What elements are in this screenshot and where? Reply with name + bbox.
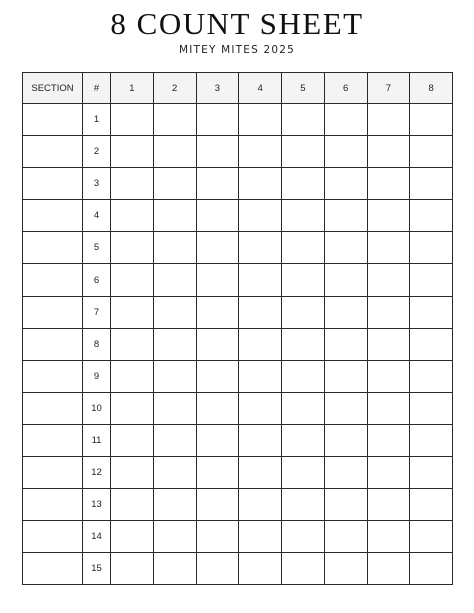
- count-header: 2: [153, 73, 196, 104]
- table-row: [23, 328, 453, 360]
- table-row: [23, 360, 453, 392]
- count-cell[interactable]: [324, 553, 367, 585]
- table-row: [23, 136, 453, 168]
- count-cell[interactable]: [239, 296, 282, 328]
- row-number: 7: [83, 296, 111, 328]
- count-cell[interactable]: [153, 521, 196, 553]
- count-cell[interactable]: [324, 296, 367, 328]
- section-cell[interactable]: [23, 264, 83, 296]
- count-cell[interactable]: [239, 489, 282, 521]
- count-cell[interactable]: [196, 168, 239, 200]
- section-cell[interactable]: [23, 424, 83, 456]
- table-row: [23, 264, 453, 296]
- count-cell[interactable]: [410, 136, 453, 168]
- count-cell[interactable]: [111, 424, 154, 456]
- count-sheet-table: [22, 72, 453, 585]
- count-cell[interactable]: [111, 457, 154, 489]
- count-cell[interactable]: [367, 168, 410, 200]
- count-cell[interactable]: [111, 553, 154, 585]
- section-cell[interactable]: [23, 200, 83, 232]
- count-cell[interactable]: [196, 457, 239, 489]
- count-cell[interactable]: [410, 104, 453, 136]
- count-cell[interactable]: [367, 457, 410, 489]
- row-number: 9: [83, 360, 111, 392]
- number-header: #: [83, 73, 111, 104]
- count-cell[interactable]: [324, 392, 367, 424]
- count-header: 1: [111, 73, 154, 104]
- count-cell[interactable]: [239, 264, 282, 296]
- table-row: [23, 168, 453, 200]
- count-cell[interactable]: [367, 360, 410, 392]
- count-cell[interactable]: [239, 136, 282, 168]
- count-cell[interactable]: [410, 232, 453, 264]
- count-cell[interactable]: [111, 328, 154, 360]
- table-row: [23, 200, 453, 232]
- count-cell[interactable]: [282, 296, 325, 328]
- count-cell[interactable]: [239, 328, 282, 360]
- count-cell[interactable]: [410, 328, 453, 360]
- count-cell[interactable]: [196, 360, 239, 392]
- table-row: [23, 232, 453, 264]
- count-cell[interactable]: [196, 200, 239, 232]
- count-cell[interactable]: [410, 392, 453, 424]
- count-cell[interactable]: [367, 521, 410, 553]
- table-row: [23, 424, 453, 456]
- count-cell[interactable]: [367, 392, 410, 424]
- count-cell[interactable]: [282, 489, 325, 521]
- section-cell[interactable]: [23, 360, 83, 392]
- count-cell[interactable]: [111, 232, 154, 264]
- section-cell[interactable]: [23, 392, 83, 424]
- count-cell[interactable]: [367, 200, 410, 232]
- count-cell[interactable]: [196, 328, 239, 360]
- count-cell[interactable]: [153, 489, 196, 521]
- count-cell[interactable]: [367, 264, 410, 296]
- count-cell[interactable]: [324, 200, 367, 232]
- section-cell[interactable]: [23, 168, 83, 200]
- count-cell[interactable]: [324, 136, 367, 168]
- count-cell[interactable]: [324, 104, 367, 136]
- section-cell[interactable]: [23, 489, 83, 521]
- count-cell[interactable]: [282, 521, 325, 553]
- count-cell[interactable]: [196, 553, 239, 585]
- count-cell[interactable]: [410, 489, 453, 521]
- count-cell[interactable]: [153, 232, 196, 264]
- count-cell[interactable]: [239, 104, 282, 136]
- section-cell[interactable]: [23, 457, 83, 489]
- count-cell[interactable]: [282, 328, 325, 360]
- count-cell[interactable]: [282, 136, 325, 168]
- count-cell[interactable]: [367, 136, 410, 168]
- count-cell[interactable]: [111, 104, 154, 136]
- count-cell[interactable]: [410, 264, 453, 296]
- count-cell[interactable]: [367, 232, 410, 264]
- count-cell[interactable]: [367, 328, 410, 360]
- table-row: [23, 457, 453, 489]
- table-row: [23, 553, 453, 585]
- count-cell[interactable]: [410, 200, 453, 232]
- section-cell[interactable]: [23, 136, 83, 168]
- count-header: 3: [196, 73, 239, 104]
- count-cell[interactable]: [282, 200, 325, 232]
- count-cell[interactable]: [282, 104, 325, 136]
- count-header: 4: [239, 73, 282, 104]
- count-cell[interactable]: [324, 424, 367, 456]
- header-row: [23, 73, 453, 104]
- row-number: 10: [83, 392, 111, 424]
- section-cell[interactable]: [23, 328, 83, 360]
- count-cell[interactable]: [153, 200, 196, 232]
- count-cell[interactable]: [196, 392, 239, 424]
- count-cell[interactable]: [196, 104, 239, 136]
- count-cell[interactable]: [239, 457, 282, 489]
- page-subtitle: MITEY MITES 2025: [178, 44, 296, 56]
- row-number: 5: [83, 232, 111, 264]
- count-cell[interactable]: [196, 521, 239, 553]
- count-cell[interactable]: [324, 168, 367, 200]
- row-number: 12: [83, 457, 111, 489]
- count-cell[interactable]: [367, 104, 410, 136]
- count-cell[interactable]: [153, 392, 196, 424]
- section-cell[interactable]: [23, 553, 83, 585]
- count-cell[interactable]: [324, 521, 367, 553]
- count-cell[interactable]: [153, 296, 196, 328]
- count-cell[interactable]: [153, 553, 196, 585]
- count-cell[interactable]: [153, 264, 196, 296]
- count-cell[interactable]: [111, 264, 154, 296]
- count-cell[interactable]: [153, 424, 196, 456]
- count-cell[interactable]: [410, 553, 453, 585]
- table-row: [23, 521, 453, 553]
- table-row: [23, 104, 453, 136]
- count-cell[interactable]: [239, 200, 282, 232]
- section-cell[interactable]: [23, 521, 83, 553]
- count-cell[interactable]: [282, 232, 325, 264]
- count-cell[interactable]: [282, 360, 325, 392]
- table-row: [23, 392, 453, 424]
- row-number: 11: [83, 424, 111, 456]
- count-cell[interactable]: [282, 424, 325, 456]
- count-cell[interactable]: [239, 553, 282, 585]
- count-cell[interactable]: [153, 457, 196, 489]
- row-number: 15: [83, 553, 111, 585]
- count-cell[interactable]: [196, 232, 239, 264]
- count-cell[interactable]: [367, 424, 410, 456]
- section-header: SECTION: [23, 73, 83, 104]
- count-cell[interactable]: [324, 489, 367, 521]
- count-cell[interactable]: [111, 392, 154, 424]
- count-cell[interactable]: [367, 553, 410, 585]
- count-cell[interactable]: [324, 328, 367, 360]
- count-header: 8: [410, 73, 453, 104]
- count-cell[interactable]: [282, 392, 325, 424]
- page-title: 8 COUNT SHEET: [110, 6, 364, 41]
- count-cell[interactable]: [111, 200, 154, 232]
- row-number: 13: [83, 489, 111, 521]
- count-cell[interactable]: [239, 424, 282, 456]
- table-row: [23, 296, 453, 328]
- count-cell[interactable]: [153, 136, 196, 168]
- count-cell[interactable]: [410, 457, 453, 489]
- count-cell[interactable]: [239, 392, 282, 424]
- count-cell[interactable]: [410, 168, 453, 200]
- row-number: 2: [83, 136, 111, 168]
- row-number: 6: [83, 264, 111, 296]
- count-cell[interactable]: [196, 264, 239, 296]
- count-cell[interactable]: [282, 457, 325, 489]
- count-cell[interactable]: [153, 168, 196, 200]
- count-cell[interactable]: [196, 424, 239, 456]
- count-cell[interactable]: [111, 521, 154, 553]
- count-cell[interactable]: [324, 264, 367, 296]
- count-cell[interactable]: [367, 296, 410, 328]
- count-cell[interactable]: [196, 136, 239, 168]
- count-cell[interactable]: [410, 296, 453, 328]
- count-cell[interactable]: [153, 328, 196, 360]
- row-number: 4: [83, 200, 111, 232]
- count-cell[interactable]: [324, 457, 367, 489]
- count-cell[interactable]: [111, 489, 154, 521]
- count-cell[interactable]: [282, 264, 325, 296]
- count-cell[interactable]: [196, 489, 239, 521]
- table-row: [23, 489, 453, 521]
- count-header: 7: [367, 73, 410, 104]
- row-number: 1: [83, 104, 111, 136]
- count-cell[interactable]: [410, 424, 453, 456]
- count-cell[interactable]: [239, 168, 282, 200]
- section-cell[interactable]: [23, 232, 83, 264]
- count-cell[interactable]: [282, 168, 325, 200]
- count-cell[interactable]: [239, 232, 282, 264]
- count-cell[interactable]: [153, 360, 196, 392]
- count-cell[interactable]: [153, 104, 196, 136]
- count-cell[interactable]: [410, 521, 453, 553]
- row-number: 3: [83, 168, 111, 200]
- count-cell[interactable]: [282, 553, 325, 585]
- section-cell[interactable]: [23, 104, 83, 136]
- count-cell[interactable]: [196, 296, 239, 328]
- count-cell[interactable]: [324, 360, 367, 392]
- count-cell[interactable]: [111, 360, 154, 392]
- count-header: 6: [324, 73, 367, 104]
- count-header: 5: [282, 73, 325, 104]
- row-number: 14: [83, 521, 111, 553]
- count-cell[interactable]: [111, 296, 154, 328]
- section-cell[interactable]: [23, 296, 83, 328]
- count-cell[interactable]: [239, 521, 282, 553]
- count-cell[interactable]: [410, 360, 453, 392]
- row-number: 8: [83, 328, 111, 360]
- count-cell[interactable]: [239, 360, 282, 392]
- count-cell[interactable]: [324, 232, 367, 264]
- count-cell[interactable]: [367, 489, 410, 521]
- count-cell[interactable]: [111, 136, 154, 168]
- count-cell[interactable]: [111, 168, 154, 200]
- table-body: [23, 104, 453, 585]
